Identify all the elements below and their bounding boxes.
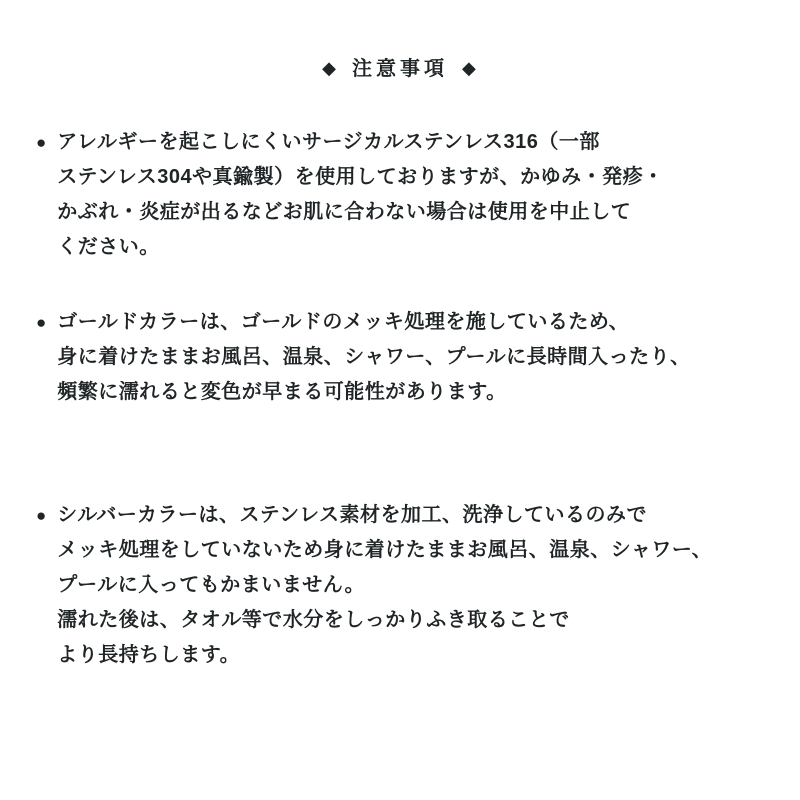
note-item-allergy xyxy=(36,125,764,265)
note-line: シルバーカラーは、ステンレス素材を加工、洗浄しているのみで xyxy=(57,504,647,526)
note-text-block xyxy=(57,125,764,265)
page-title-text: 注意事項 xyxy=(352,58,448,80)
note-line: 身に着けたままお風呂、温泉、シャワー、プールに長時間入ったり、 xyxy=(57,346,691,368)
note-line: 頻繁に濡れると変色が早まる可能性があります。 xyxy=(57,381,507,403)
note-line: ください。 xyxy=(57,236,160,258)
note-item-silver-color xyxy=(36,498,764,673)
note-line: アレルギーを起こしにくいサージカルステンレス316（一部 xyxy=(57,131,600,153)
note-line: かぶれ・炎症が出るなどお肌に合わない場合は使用を中止して xyxy=(57,201,632,223)
note-line: 濡れた後は、タオル等で水分をしっかりふき取ることで xyxy=(57,609,570,631)
note-line: プールに入ってもかまいません。 xyxy=(57,574,365,596)
page-title xyxy=(36,52,764,81)
note-line: より長持ちします。 xyxy=(57,644,241,666)
note-text-block xyxy=(57,305,764,410)
note-line: ゴールドカラーは、ゴールドのメッキ処理を施しているため、 xyxy=(57,311,630,333)
diamond-icon-left: ◆ xyxy=(322,58,338,78)
bullet-icon: ● xyxy=(36,313,47,332)
bullet-icon: ● xyxy=(36,133,47,152)
note-item-gold-color xyxy=(36,305,764,410)
note-line: メッキ処理をしていないため身に着けたままお風呂、温泉、シャワー、 xyxy=(57,539,713,561)
note-text-block xyxy=(57,498,764,673)
bullet-icon: ● xyxy=(36,506,47,525)
note-line: ステンレス304や真鍮製）を使用しておりますが、かゆみ・発疹・ xyxy=(57,166,664,188)
diamond-icon-right: ◆ xyxy=(462,58,478,78)
